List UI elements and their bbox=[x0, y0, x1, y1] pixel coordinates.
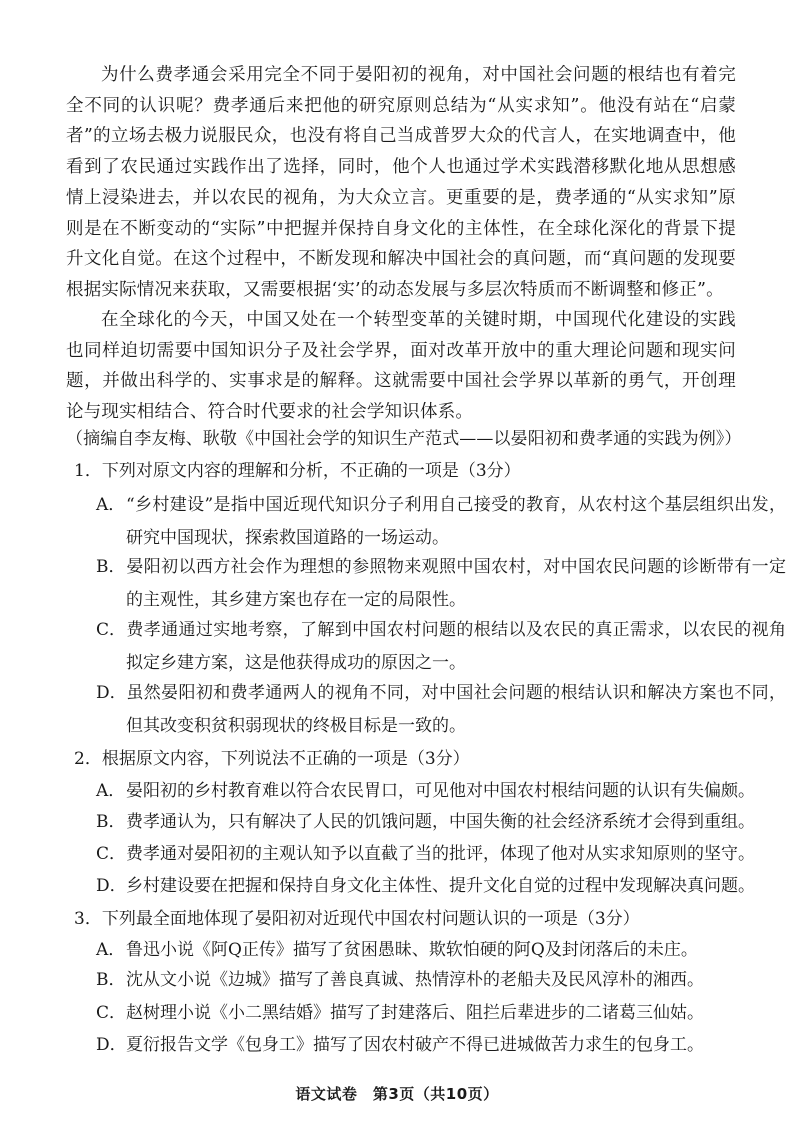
question-1-option-a[interactable] bbox=[96, 489, 786, 555]
question-2-option-b[interactable] bbox=[96, 806, 786, 839]
question-1-option-d[interactable] bbox=[96, 677, 786, 743]
option-label: D． bbox=[96, 876, 127, 896]
option-text: 赵树理小说《小二黑结婚》描写了封建落后、阻拦后辈进步的二诸葛三仙姑。 bbox=[126, 1003, 704, 1023]
option-text: 晏阳初的乡村教育难以符合农民胃口，可见他对中国农村根结问题的认识有失偏颇。 bbox=[126, 781, 755, 801]
option-label: D． bbox=[96, 1035, 127, 1055]
option-text: 鲁迅小说《阿Q正传》描写了贫困愚昧、欺软怕硬的阿Q及封闭落后的未庄。 bbox=[126, 940, 698, 960]
question-1-stem: 1．下列对原文内容的理解和分析，不正确的一项是（3分） bbox=[74, 461, 521, 481]
option-text: 费孝通对晏阳初的主观认知予以直截了当的批评，体现了他对从实求知原则的坚守。 bbox=[126, 844, 755, 864]
option-label: B． bbox=[96, 812, 126, 832]
option-text: 费孝通认为，只有解决了人民的饥饿问题，中国失衡的社会经济系统才会得到重组。 bbox=[126, 812, 755, 832]
option-label: A． bbox=[96, 781, 126, 801]
question-3-option-d[interactable] bbox=[96, 1029, 786, 1062]
passage-source: （摘编自李友梅、耿敬《中国社会学的知识生产范式——以晏阳初和费孝通的实践为例》） bbox=[66, 429, 742, 449]
option-text: 夏衍报告文学《包身工》描写了因农村破产不得已进城做苦力求生的包身工。 bbox=[126, 1035, 704, 1055]
option-label: C． bbox=[96, 620, 127, 640]
option-label: B． bbox=[96, 970, 126, 990]
question-1-option-b[interactable] bbox=[96, 551, 786, 617]
page-footer: 语文试卷 第3页（共10页） bbox=[295, 1085, 499, 1103]
option-text: 乡村建设要在把握和保持自身文化主体性、提升文化自觉的过程中发现解决真问题。 bbox=[126, 876, 755, 896]
question-3-option-b[interactable] bbox=[96, 964, 786, 997]
option-label: B． bbox=[96, 557, 126, 577]
option-text: 沈从文小说《边城》描写了善良真诚、热情淳朴的老船夫及民风淳朴的湘西。 bbox=[126, 970, 704, 990]
option-label: A． bbox=[96, 940, 126, 960]
passage-paragraph-2: 在全球化的今天，中国又处在一个转型变革的关键时期，中国现代化建设的实践也同样迫切需要中国知识分子及社会学界，面对改革开放中的重大理论问题和现实问题，并做出科学的、实事求是的解释。这就需要中国社会学界以革新的勇气，开创理论与现实相结合、符合时代要求的社会学知识体系。 bbox=[66, 310, 736, 423]
question-1-option-c[interactable] bbox=[96, 614, 786, 680]
option-label: C． bbox=[96, 1003, 127, 1023]
question-3-option-c[interactable] bbox=[96, 997, 786, 1030]
option-text: 虽然晏阳初和费孝通两人的视角不同，对中国社会问题的根结认识和解决方案也不同，但其改变积贫积弱现状的终极目标是一致的。 bbox=[126, 683, 786, 736]
question-2-option-c[interactable] bbox=[96, 838, 786, 871]
passage-paragraph-1: 为什么费孝通会采用完全不同于晏阳初的视角，对中国社会问题的根结也有着完全不同的认识呢？费孝通后来把他的研究原则总结为“从实求知”。他没有站在“启蒙者”的立场去极力说服民众，也没有将自己当成普罗大众的代言人，在实地调查中，他看到了农民通过实践作出了选择，同时，他个人也通过学术实践潜移默化地从思想感情上浸染进去，并以农民的视角，为大众立言。更重要的是，费孝通的“从实求知”原则是在不断变动的“实际”中把握并保持自身文化的主体性，在全球化深化的背景下提升文化自觉。在这个过程中，不断发现和解决中国社会的真问题，而“真问题的发现要根据实际情况来获取，又需要根据‘实’的动态发展与多层次特质而不断调整和修正”。 bbox=[66, 65, 736, 300]
question-2-option-d[interactable] bbox=[96, 870, 786, 903]
option-text: 晏阳初以西方社会作为理想的参照物来观照中国农村，对中国农民问题的诊断带有一定的主观性，其乡建方案也存在一定的局限性。 bbox=[126, 557, 786, 610]
option-label: A． bbox=[96, 495, 126, 515]
question-3-option-a[interactable] bbox=[96, 934, 786, 967]
question-2-stem: 2．根据原文内容，下列说法不正确的一项是（3分） bbox=[74, 749, 470, 769]
option-label: D． bbox=[96, 683, 127, 703]
option-text: “乡村建设”是指中国近现代知识分子利用自己接受的教育，从农村这个基层组织出发，研究中国现状，探索救国道路的一场运动。 bbox=[126, 495, 786, 548]
question-2-option-a[interactable] bbox=[96, 775, 786, 808]
question-3-stem: 3．下列最全面地体现了晏阳初对近现代中国农村问题认识的一项是（3分） bbox=[74, 909, 640, 929]
option-text: 费孝通通过实地考察，了解到中国农村问题的根结以及农民的真正需求，以农民的视角拟定乡建方案，这是他获得成功的原因之一。 bbox=[126, 620, 786, 673]
option-label: C． bbox=[96, 844, 127, 864]
